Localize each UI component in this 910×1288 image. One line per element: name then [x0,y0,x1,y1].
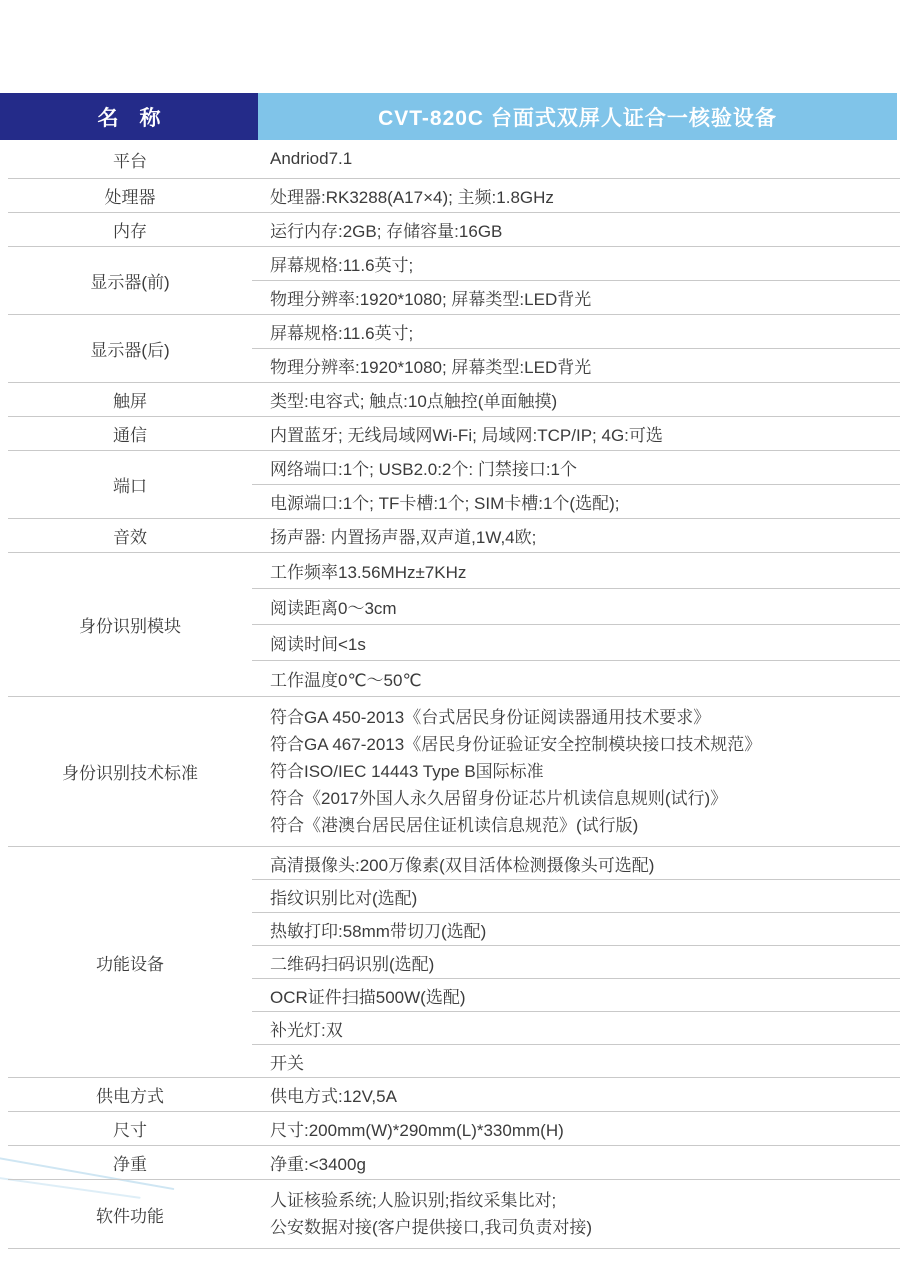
spec-row-values [252,383,900,416]
spec-value: 公安数据对接(客户提供接口,我司负责对接) [270,1218,593,1237]
spec-row-values [252,847,900,1077]
spec-row-values [252,179,900,212]
spec-row [8,247,900,315]
spec-value: 二维码扫码识别(选配) [252,946,900,979]
spec-row-label: 身份识别模块 [79,617,181,636]
spec-value: 人证核验系统;人脸识别;指纹采集比对; [270,1191,557,1210]
spec-row [8,140,900,179]
spec-value: 补光灯:双 [252,1012,900,1045]
spec-value: 屏幕规格:11.6英寸; [252,315,900,349]
spec-value: 供电方式:12V,5A [270,1087,397,1106]
spec-value: 符合GA 450-2013《台式居民身份证阅读器通用技术要求》 [270,708,711,727]
spec-row-label: 端口 [113,477,147,496]
spec-row [8,315,900,383]
spec-value: 电源端口:1个; TF卡槽:1个; SIM卡槽:1个(选配); [270,494,620,513]
spec-row [8,553,900,697]
spec-row [8,1146,900,1180]
product-title: CVT-820C 台面式双屏人证合一核验设备 [258,93,897,140]
spec-value: 高清摄像头:200万像素(双目活体检测摄像头可选配) [252,847,900,880]
spec-value: 内置蓝牙; 无线局域网Wi-Fi; 局域网:TCP/IP; 4G:可选 [270,426,663,445]
spec-row [8,1112,900,1146]
spec-row [8,1078,900,1112]
spec-row [8,179,900,213]
spec-row-label: 净重 [113,1155,147,1174]
spec-row-label: 通信 [113,426,147,445]
spec-value: 热敏打印:58mm带切刀(选配) [252,913,900,946]
spec-row-values [252,247,900,314]
spec-row [8,697,900,847]
spec-row-values [252,451,900,518]
spec-row-label: 供电方式 [96,1087,164,1106]
spec-row-values [252,697,900,846]
spec-row-values [252,519,900,552]
spec-table [8,140,900,1249]
spec-row-values [252,1180,900,1248]
spec-row-label: 内存 [113,222,147,241]
spec-value: 网络端口:1个; USB2.0:2个: 门禁接口:1个 [252,451,900,485]
spec-row-values [252,315,900,382]
table-header [0,93,897,140]
spec-value: 屏幕规格:11.6英寸; [252,247,900,281]
spec-row-values [252,1146,900,1179]
spec-row-label: 处理器 [104,188,156,207]
spec-value: 符合GA 467-2013《居民身份证验证安全控制模块接口技术规范》 [270,735,762,754]
spec-value: 开关 [270,1053,304,1073]
spec-row-label: 触屏 [113,392,147,411]
spec-row [8,451,900,519]
spec-row-label: 尺寸 [113,1121,147,1140]
spec-row [8,383,900,417]
spec-row-values [252,1078,900,1111]
spec-value: 阅读时间<1s [252,625,900,661]
spec-value: 尺寸:200mm(W)*290mm(L)*330mm(H) [270,1121,564,1140]
spec-value: OCR证件扫描500W(选配) [252,979,900,1012]
spec-row-values [252,140,900,178]
spec-row-label: 音效 [113,528,147,547]
spec-row [8,213,900,247]
spec-row [8,417,900,451]
spec-row [8,519,900,553]
spec-value: 符合《2017外国人永久居留身份证芯片机读信息规则(试行)》 [270,789,728,808]
spec-value: 处理器:RK3288(A17×4); 主频:1.8GHz [270,188,554,207]
spec-value: 物理分辨率:1920*1080; 屏幕类型:LED背光 [270,290,592,309]
spec-value: 工作温度0℃～50℃ [270,671,422,690]
spec-row-label: 显示器(后) [90,341,170,360]
spec-value: 净重:<3400g [270,1155,366,1174]
spec-row-values [252,417,900,450]
spec-row-values [252,213,900,246]
spec-value: 阅读距离0～3cm [252,589,900,625]
spec-value: 物理分辨率:1920*1080; 屏幕类型:LED背光 [270,358,592,377]
header-name-cell: 名 称 [0,93,258,140]
spec-row [8,1180,900,1249]
spec-value: 类型:电容式; 触点:10点触控(单面触摸) [270,392,558,411]
spec-row [8,847,900,1078]
spec-value: 工作频率13.56MHz±7KHz [252,553,900,589]
spec-value: 扬声器: 内置扬声器,双声道,1W,4欧; [270,528,537,547]
spec-row-label: 平台 [113,151,147,171]
spec-row-values [252,1112,900,1145]
spec-row-label: 功能设备 [96,954,164,974]
spec-row-values [252,553,900,696]
spec-value: 符合ISO/IEC 14443 Type B国际标准 [270,762,544,781]
spec-value: 指纹识别比对(选配) [252,880,900,913]
spec-value: Andriod7.1 [270,149,353,168]
spec-value: 符合《港澳台居民居住证机读信息规范》(试行版) [270,816,639,835]
spec-value: 运行内存:2GB; 存储容量:16GB [270,222,503,241]
spec-row-label: 显示器(前) [90,273,170,292]
spec-row-label: 身份识别技术标准 [62,764,198,783]
spec-row-label: 软件功能 [96,1206,164,1226]
